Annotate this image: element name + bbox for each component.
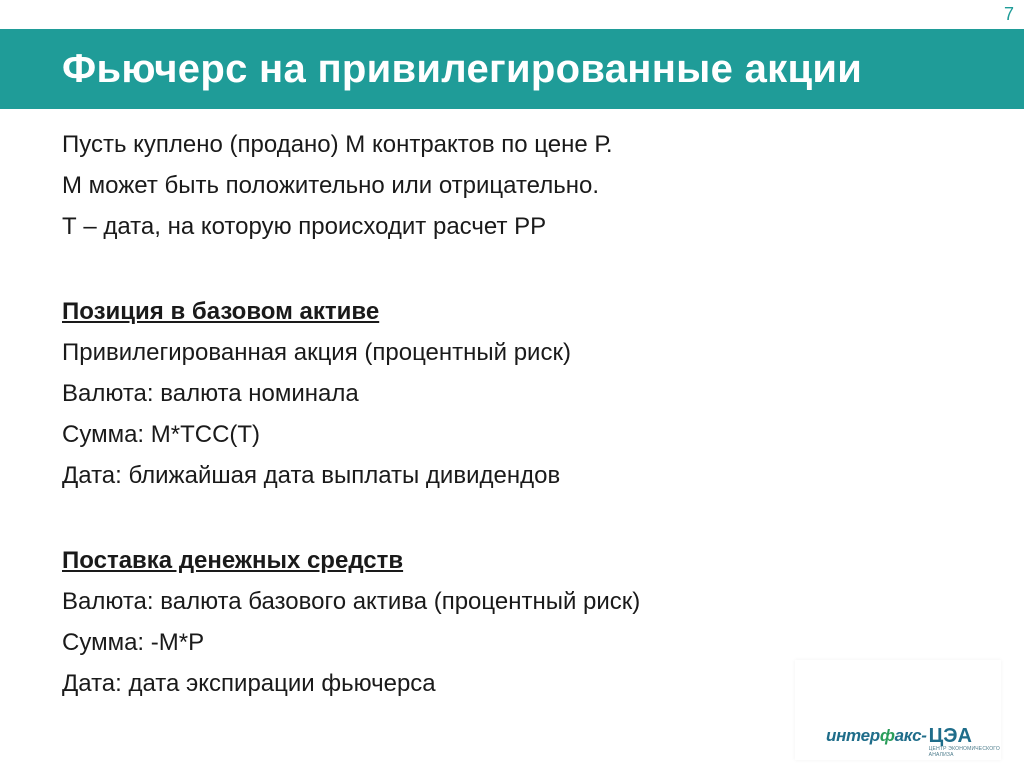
logo-abbreviation-block — [929, 726, 1024, 758]
logo-wordmark: интерфакс- — [826, 726, 927, 745]
spacer — [62, 247, 962, 291]
logo-subtitle: ЦЕНТР ЭКОНОМИЧЕСКОГО АНАЛИЗА — [928, 746, 1001, 758]
intro-line-sign: М может быть положительно или отрицательно. — [62, 172, 600, 199]
underlying-currency: Валюта: валюта номинала — [62, 380, 359, 407]
cash-heading: Поставка денежных средств — [62, 547, 404, 574]
interfax-logo — [826, 726, 1024, 758]
underlying-amount: Сумма: М*TCC(T) — [62, 421, 261, 448]
underlying-heading: Позиция в базовом активе — [62, 298, 380, 325]
slide-title: Фьючерс на привилегированные акции — [62, 46, 863, 91]
cash-date: Дата: дата экспирации фьючерса — [62, 670, 436, 697]
spacer — [62, 496, 962, 540]
logo-abbreviation: ЦЭА — [928, 725, 972, 747]
slide-number: 7 — [1003, 4, 1014, 24]
cash-amount: Сумма: -М*Р — [62, 629, 205, 656]
intro-line-date: Т – дата, на которую происходит расчет РР — [62, 213, 547, 240]
slide-content — [62, 124, 962, 704]
underlying-date: Дата: ближайшая дата выплаты дивидендов — [62, 462, 561, 489]
title-bar — [0, 29, 1024, 109]
intro-line-contracts: Пусть куплено (продано) М контрактов по цене Р. — [62, 131, 613, 158]
underlying-asset: Привилегированная акция (процентный риск) — [62, 339, 571, 366]
cash-currency: Валюта: валюта базового актива (процентный риск) — [62, 588, 641, 615]
